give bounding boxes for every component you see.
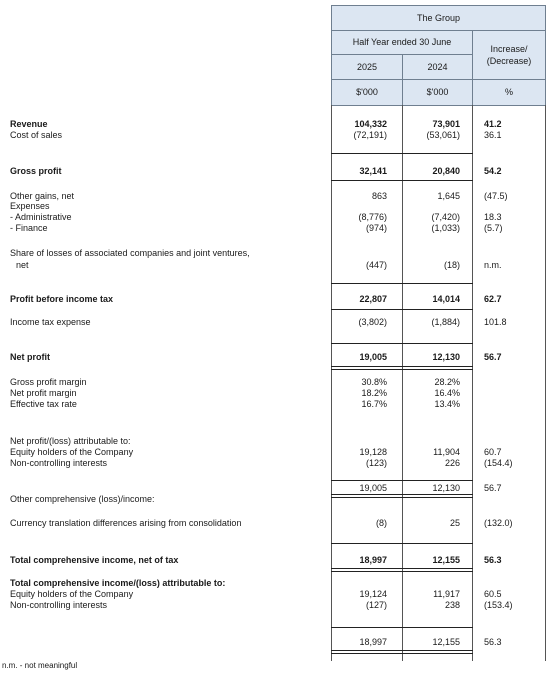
table-row: [10, 223, 547, 236]
row-value-change: 18.3: [484, 212, 502, 222]
row-value-2025: (8,776): [358, 212, 387, 222]
row-label: Net profit/(loss) attributable to:: [10, 436, 131, 446]
table-row: [10, 637, 547, 650]
rule-above-profit-before-tax: [331, 283, 473, 284]
row-label: - Finance: [10, 223, 48, 233]
row-value-2025: (123): [365, 458, 387, 468]
header-year-2025: [331, 54, 403, 80]
row-value-2024: 13.4%: [434, 399, 460, 409]
rule-above-final-total: [331, 627, 473, 628]
row-label: Total comprehensive income/(loss) attributable to:: [10, 578, 226, 588]
row-value-2025: 19,005: [359, 483, 387, 493]
row-value-change: 101.8: [484, 317, 507, 327]
row-value-2025: (72,191): [353, 130, 387, 140]
header-group-label: The Group: [416, 12, 461, 23]
table-row: [10, 458, 547, 471]
table-row: [10, 260, 547, 273]
row-value-2025: 30.8%: [361, 377, 387, 387]
row-value-change: 62.7: [484, 294, 502, 304]
row-label: Other gains, net: [10, 191, 75, 201]
row-value-2025: (974): [365, 223, 387, 233]
row-value-2024: 16.4%: [434, 388, 460, 398]
row-value-2025: 18,997: [359, 637, 387, 647]
row-value-2025: 19,128: [359, 447, 387, 457]
rule-below-profit-before-tax: [331, 309, 473, 310]
rule-above-net-profit: [331, 343, 473, 344]
table-row: [10, 352, 547, 365]
row-value-2024: 12,130: [432, 352, 460, 362]
header-year2-label: 2024: [427, 61, 448, 72]
row-value-change: (153.4): [484, 600, 513, 610]
rule-above-attributable-total: [331, 480, 473, 481]
row-value-change: 60.5: [484, 589, 502, 599]
row-label: - Administrative: [10, 212, 72, 222]
header-unit-2024: [402, 79, 473, 106]
header-year1-label: 2025: [356, 61, 378, 72]
row-value-2025: (3,802): [358, 317, 387, 327]
row-value-change: (154.4): [484, 458, 513, 468]
row-value-2025: 16.7%: [361, 399, 387, 409]
row-value-change: 60.7: [484, 447, 502, 457]
row-value-2025: 32,141: [359, 166, 387, 176]
table-row: [10, 166, 547, 179]
row-value-2024: 238: [444, 600, 460, 610]
row-value-change: 41.2: [484, 119, 502, 129]
rule-above-gross-profit: [331, 153, 473, 154]
row-value-2024: 1,645: [437, 191, 460, 201]
row-value-2024: 25: [449, 518, 460, 528]
header-group: [331, 5, 546, 31]
row-label: Equity holders of the Company: [10, 589, 134, 599]
row-label: Non-controlling interests: [10, 458, 108, 468]
row-value-2024: 20,840: [432, 166, 460, 176]
row-label: Other comprehensive (loss)/income:: [10, 494, 155, 504]
row-value-2025: 104,332: [354, 119, 387, 129]
header-unit-pct: [472, 79, 546, 106]
row-value-2025: 19,124: [359, 589, 387, 599]
table-row: [10, 600, 547, 613]
rule-above-total-comprehensive: [331, 543, 473, 544]
header-year-2024: [402, 54, 473, 80]
table-row: [10, 294, 547, 307]
row-value-2024: 226: [444, 458, 460, 468]
row-value-change: 56.3: [484, 555, 502, 565]
row-value-2025: 22,807: [359, 294, 387, 304]
row-label: Gross profit margin: [10, 377, 87, 387]
row-value-2024: 12,130: [432, 483, 460, 493]
row-label: net: [16, 260, 29, 270]
rule-below-net-profit: [331, 366, 473, 370]
row-value-change: n.m.: [484, 260, 502, 270]
rule-below-attributable-total: [331, 494, 473, 498]
rule-below-gross-profit: [331, 180, 473, 181]
row-label: Total comprehensive income, net of tax: [10, 555, 179, 565]
footnote: n.m. - not meaningful: [2, 661, 78, 670]
row-value-change: 56.7: [484, 352, 502, 362]
table-row: [10, 317, 547, 330]
row-label: Effective tax rate: [10, 399, 77, 409]
row-label: Non-controlling interests: [10, 600, 108, 610]
rule-below-total-comprehensive: [331, 568, 473, 572]
row-label: Cost of sales: [10, 130, 63, 140]
row-value-2025: (447): [365, 260, 387, 270]
table-row: [10, 518, 547, 531]
row-label: Expenses: [10, 201, 50, 211]
row-value-change: 54.2: [484, 166, 502, 176]
table-row: [10, 130, 547, 143]
table-row: [10, 555, 547, 568]
rule-below-final-total: [331, 650, 473, 654]
row-value-2024: 28.2%: [434, 377, 460, 387]
row-value-2025: 19,005: [359, 352, 387, 362]
row-value-2024: 12,155: [432, 555, 460, 565]
row-value-2025: (127): [365, 600, 387, 610]
header-change-line2: (Decrease): [486, 56, 532, 66]
row-value-change: (47.5): [484, 191, 508, 201]
row-value-2024: (1,884): [431, 317, 460, 327]
row-label: Net profit margin: [10, 388, 77, 398]
row-value-2024: 11,904: [433, 447, 460, 457]
row-value-2024: 73,901: [432, 119, 460, 129]
header-change-line1: Increase/: [490, 43, 528, 54]
row-value-change: (5.7): [484, 223, 503, 233]
header-change-label: [487, 43, 532, 67]
row-value-2024: 14,014: [432, 294, 460, 304]
header-unit3-label: %: [504, 87, 513, 98]
row-label: Net profit: [10, 352, 50, 362]
header-period-label: Half Year ended 30 June: [352, 37, 452, 48]
table-row: [10, 399, 547, 412]
row-label: Income tax expense: [10, 317, 91, 327]
row-value-change: 56.3: [484, 637, 502, 647]
row-value-change: 36.1: [484, 130, 502, 140]
row-value-2025: 18.2%: [361, 388, 387, 398]
row-label: Currency translation differences arising from consolidation: [10, 518, 242, 528]
row-value-2024: (1,033): [431, 223, 460, 233]
row-value-2024: (53,061): [426, 130, 460, 140]
row-label: Gross profit: [10, 166, 62, 176]
header-change: [472, 30, 546, 80]
row-label: Equity holders of the Company: [10, 447, 134, 457]
header-period: [331, 30, 473, 55]
header-unit-2025: [331, 79, 403, 106]
row-value-2025: 18,997: [359, 555, 387, 565]
row-value-2024: (7,420): [431, 212, 460, 222]
row-label: Profit before income tax: [10, 294, 114, 304]
row-label: Share of losses of associated companies and joint ventures,: [10, 248, 250, 258]
row-value-2024: 11,917: [433, 589, 460, 599]
header-unit2-label: $'000: [426, 87, 449, 98]
row-value-2025: (8): [376, 518, 387, 528]
row-value-2024: 12,155: [432, 637, 460, 647]
row-label: Revenue: [10, 119, 48, 129]
row-value-2025: 863: [371, 191, 387, 201]
row-value-2024: (18): [443, 260, 460, 270]
row-value-change: (132.0): [484, 518, 513, 528]
row-value-change: 56.7: [484, 483, 502, 493]
header-unit1-label: $'000: [356, 87, 378, 98]
